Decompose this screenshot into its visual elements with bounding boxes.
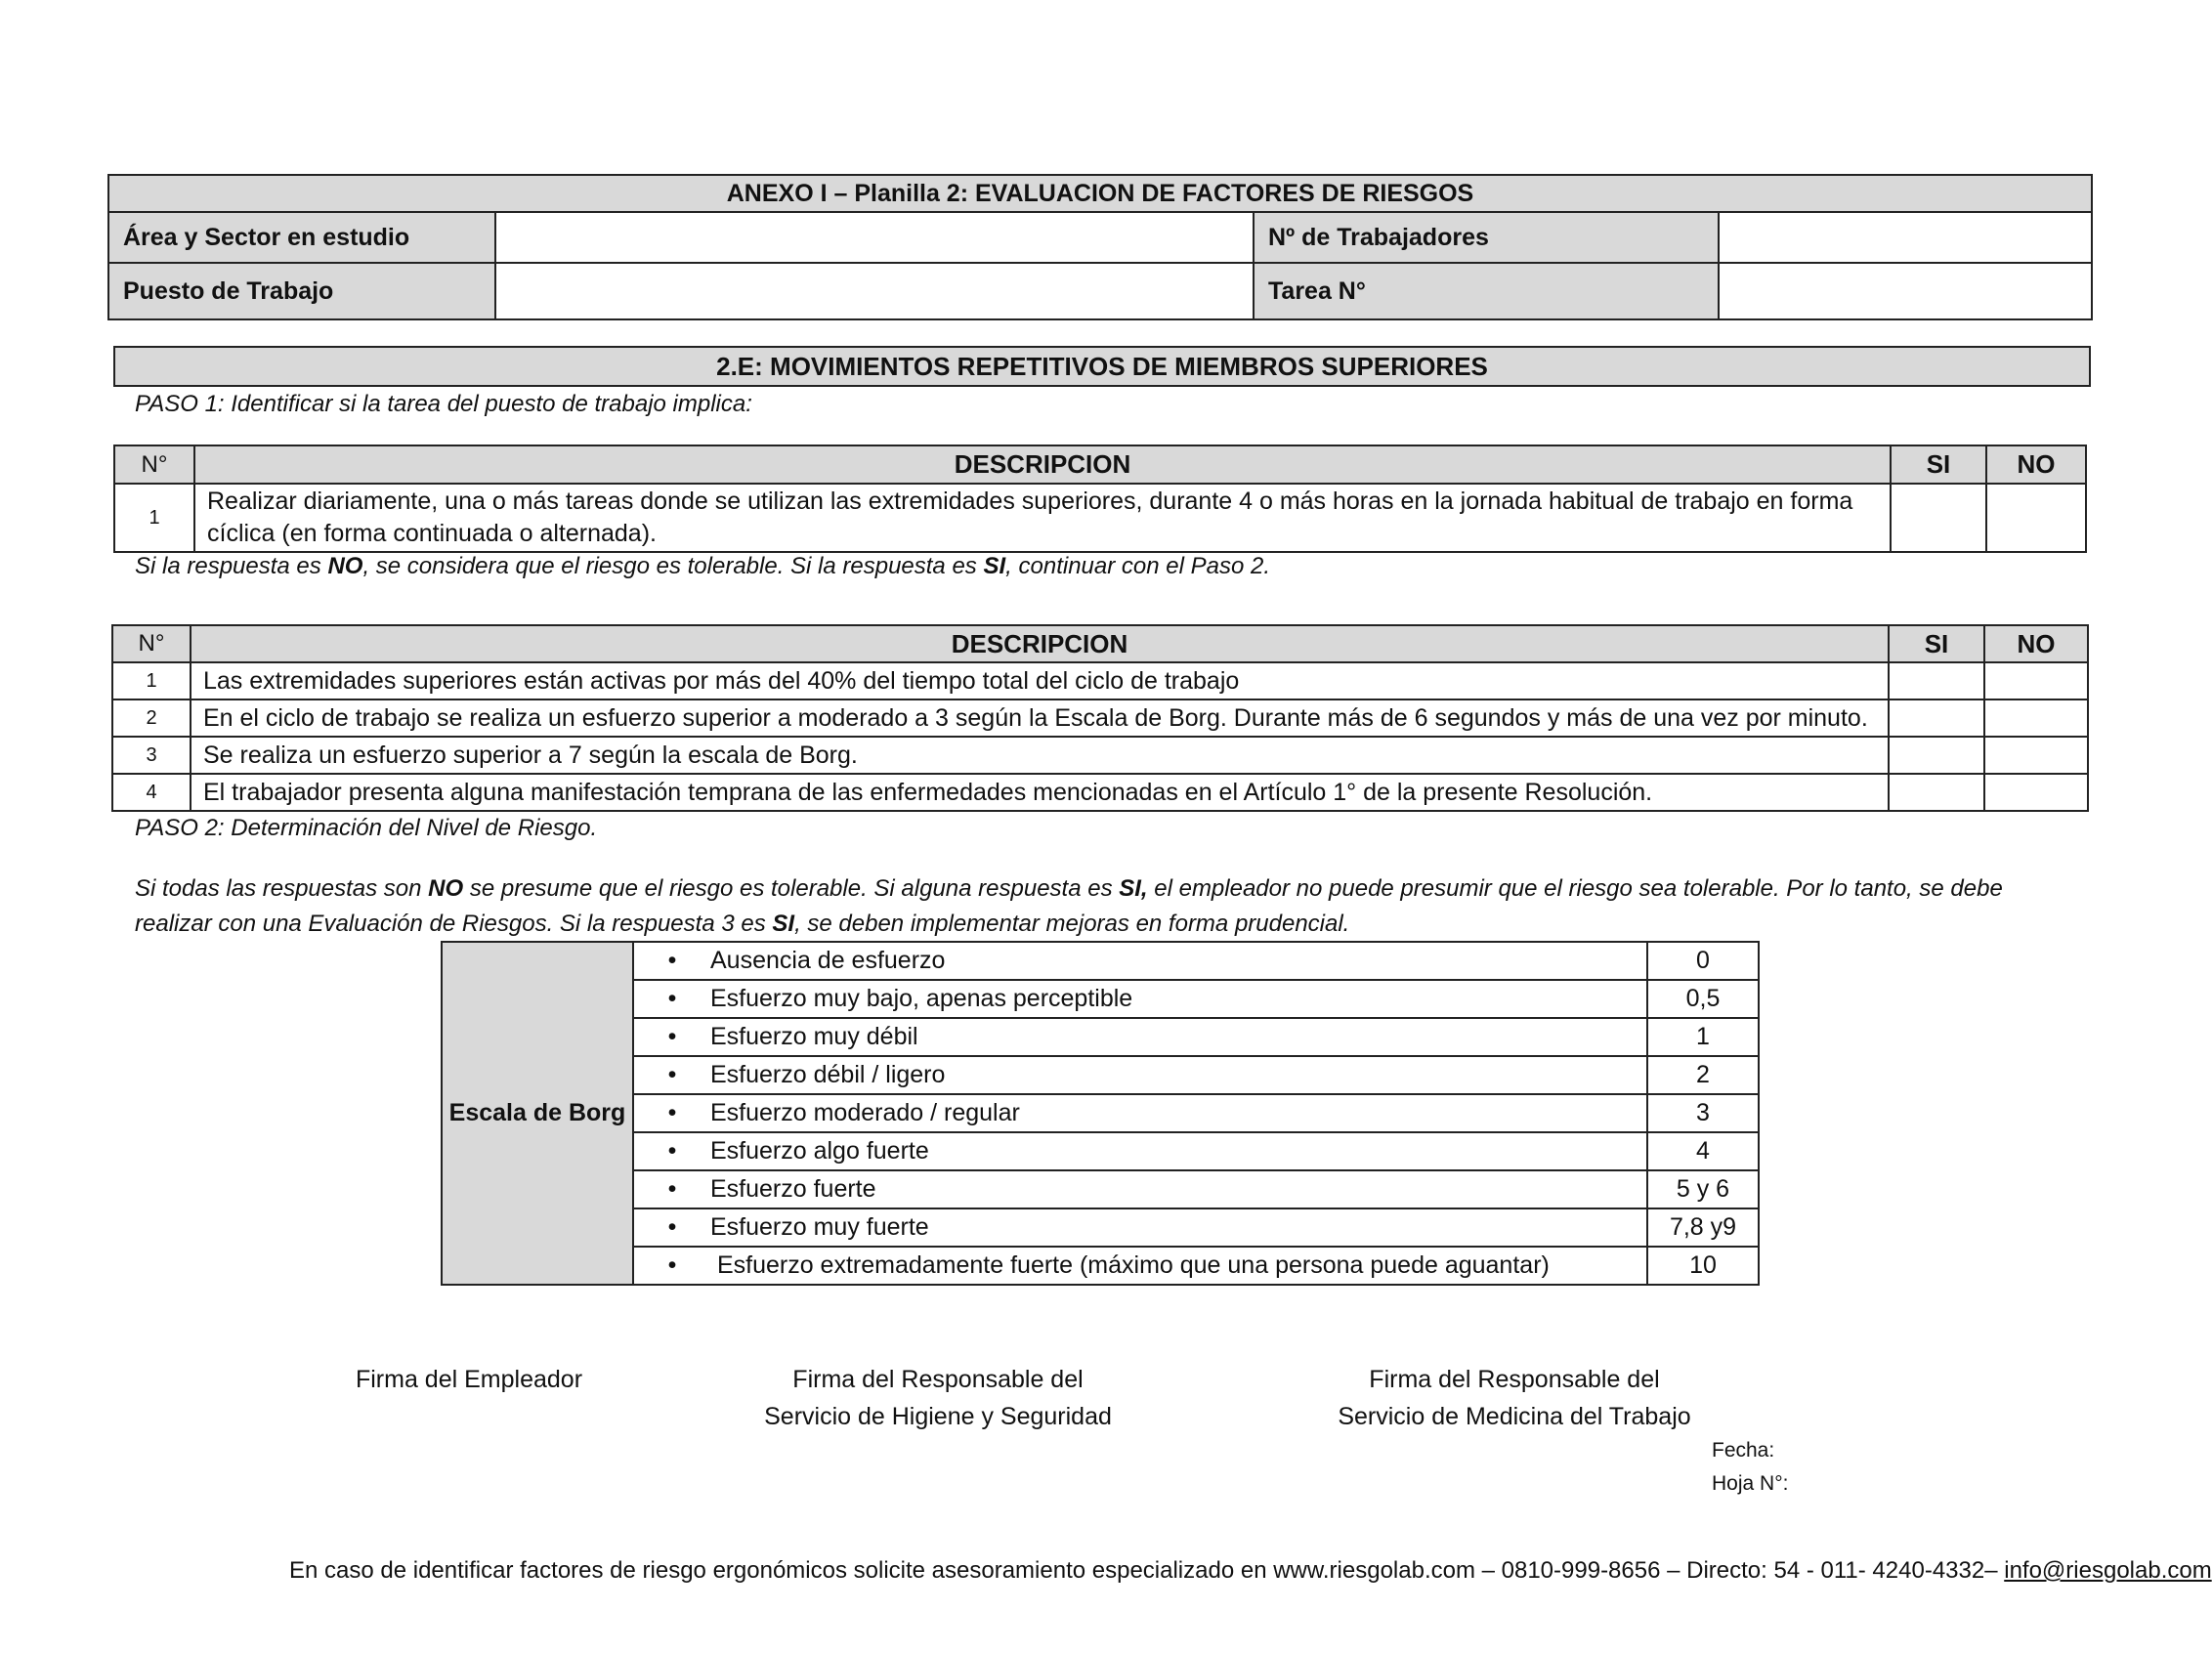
borg-description: Esfuerzo débil / ligero [710, 1056, 1647, 1094]
area-field[interactable] [495, 212, 1254, 263]
row-description: Se realiza un esfuerzo superior a 7 según la escala de Borg. [191, 737, 1889, 774]
task-field[interactable] [1719, 263, 2092, 319]
borg-description: Esfuerzo extremadamente fuerte (máximo que una persona puede aguantar) [710, 1247, 1647, 1285]
area-label: Área y Sector en estudio [108, 212, 495, 263]
borg-value: 0,5 [1647, 980, 1759, 1018]
borg-value: 10 [1647, 1247, 1759, 1285]
si-cell[interactable] [1891, 484, 1986, 552]
table-row [114, 484, 2086, 552]
task-label: Tarea N° [1254, 263, 1719, 319]
job-label: Puesto de Trabajo [108, 263, 495, 319]
bullet-icon: • [633, 1170, 710, 1208]
row-description: Las extremidades superiores están activas por más del 40% del tiempo total del ciclo de trabajo [191, 662, 1889, 699]
row-number: 2 [112, 699, 191, 737]
col-desc-header: DESCRIPCION [191, 625, 1889, 662]
si-cell[interactable] [1889, 699, 1984, 737]
borg-scale-table [441, 941, 1760, 1286]
no-cell[interactable] [1986, 484, 2086, 552]
row-number: 3 [112, 737, 191, 774]
borg-description: Esfuerzo muy débil [710, 1018, 1647, 1056]
row-number: 1 [114, 484, 194, 552]
borg-description: Esfuerzo fuerte [710, 1170, 1647, 1208]
step2-label: PASO 2: Determinación del Nivel de Riesgo. [135, 815, 598, 841]
footer-contact [289, 1557, 2212, 1585]
sheet-label: Hoja N°: [1712, 1472, 1789, 1495]
borg-description: Ausencia de esfuerzo [710, 942, 1647, 980]
step1-note: Si la respuesta es NO, se considera que el riesgo es tolerable. Si la respuesta es SI, continuar con el Paso 2. [135, 553, 1270, 579]
borg-value: 0 [1647, 942, 1759, 980]
step1-table [113, 445, 2087, 553]
date-label: Fecha: [1712, 1439, 1775, 1462]
footer-email-link[interactable]: info@riesgolab.com [2004, 1557, 2212, 1584]
no-cell[interactable] [1984, 774, 2088, 811]
borg-description: Esfuerzo muy bajo, apenas perceptible [710, 980, 1647, 1018]
step2-note: Si todas las respuestas son NO se presume que el riesgo es tolerable. Si alguna respuesta es SI, el empleador no puede presumir que el riesgo sea tolerable. Por lo tanto, se debe realizar con una Evaluación de Riesgos. Si la respuesta 3 es SI, se deben implementar mejoras en forma prudencial. [135, 875, 2003, 937]
row-description: Realizar diariamente, una o más tareas donde se utilizan las extremidades superiores, durante 4 o más horas en la jornada habitual de trabajo en forma cíclica (en forma continuada o alternada). [194, 484, 1891, 552]
table-row [112, 737, 2088, 774]
col-si-header: SI [1889, 625, 1984, 662]
si-cell[interactable] [1889, 662, 1984, 699]
bullet-icon: • [633, 1018, 710, 1056]
section-title: 2.E: MOVIMIENTOS REPETITIVOS DE MIEMBROS SUPERIORES [113, 346, 2091, 387]
table-row [112, 662, 2088, 699]
borg-value: 5 y 6 [1647, 1170, 1759, 1208]
workers-field[interactable] [1719, 212, 2092, 263]
borg-value: 7,8 y9 [1647, 1208, 1759, 1247]
header-table [107, 174, 2093, 320]
row-number: 4 [112, 774, 191, 811]
si-cell[interactable] [1889, 774, 1984, 811]
form-title: ANEXO I – Planilla 2: EVALUACION DE FACTORES DE RIESGOS [108, 175, 2092, 212]
bullet-icon: • [633, 980, 710, 1018]
table-row [442, 1018, 1759, 1056]
bullet-icon: • [633, 1247, 710, 1285]
col-si-header: SI [1891, 445, 1986, 484]
date-sheet-block [1712, 1434, 1788, 1501]
table-row [442, 1208, 1759, 1247]
borg-description: Esfuerzo muy fuerte [710, 1208, 1647, 1247]
col-desc-header: DESCRIPCION [194, 445, 1891, 484]
job-field[interactable] [495, 263, 1254, 319]
borg-value: 4 [1647, 1132, 1759, 1170]
borg-value: 2 [1647, 1056, 1759, 1094]
bullet-icon: • [633, 1132, 710, 1170]
table-row [442, 980, 1759, 1018]
bullet-icon: • [633, 1094, 710, 1132]
col-no-header: NO [1986, 445, 2086, 484]
medicine-signature: Firma del Responsable del Servicio de Medicina del Trabajo [1338, 1366, 1691, 1430]
footer-text: En caso de identificar factores de riesgo ergonómicos solicite asesoramiento especializado en www.riesgolab.com – 0810-999-8656 – Directo: 54 - 011- 4240-4332– [289, 1557, 2005, 1584]
step1-intro: PASO 1: Identificar si la tarea del puesto de trabajo implica: [135, 391, 752, 417]
col-no-header: NO [1984, 625, 2088, 662]
employer-signature: Firma del Empleador [355, 1366, 583, 1393]
step2-table [111, 624, 2089, 812]
table-row [112, 699, 2088, 737]
bullet-icon: • [633, 942, 710, 980]
no-cell[interactable] [1984, 662, 2088, 699]
table-row [442, 1056, 1759, 1094]
table-row [442, 1170, 1759, 1208]
row-description: El trabajador presenta alguna manifestación temprana de las enfermedades mencionadas en el Artículo 1° de la presente Resolución. [191, 774, 1889, 811]
hygiene-signature: Firma del Responsable del Servicio de Higiene y Seguridad [764, 1366, 1112, 1430]
table-row [442, 1094, 1759, 1132]
table-row [442, 1132, 1759, 1170]
borg-description: Esfuerzo algo fuerte [710, 1132, 1647, 1170]
no-cell[interactable] [1984, 699, 2088, 737]
borg-value: 1 [1647, 1018, 1759, 1056]
col-num-header: N° [112, 625, 191, 662]
bullet-icon: • [633, 1056, 710, 1094]
no-cell[interactable] [1984, 737, 2088, 774]
si-cell[interactable] [1889, 737, 1984, 774]
col-num-header: N° [114, 445, 194, 484]
bullet-icon: • [633, 1208, 710, 1247]
table-row [442, 1247, 1759, 1285]
borg-description: Esfuerzo moderado / regular [710, 1094, 1647, 1132]
row-number: 1 [112, 662, 191, 699]
workers-label: Nº de Trabajadores [1254, 212, 1719, 263]
table-row [442, 942, 1759, 980]
row-description: En el ciclo de trabajo se realiza un esfuerzo superior a moderado a 3 según la Escala de Borg. Durante más de 6 segundos y más de una vez por minuto. [191, 699, 1889, 737]
table-row [112, 774, 2088, 811]
borg-scale-label: Escala de Borg [442, 942, 633, 1285]
borg-value: 3 [1647, 1094, 1759, 1132]
